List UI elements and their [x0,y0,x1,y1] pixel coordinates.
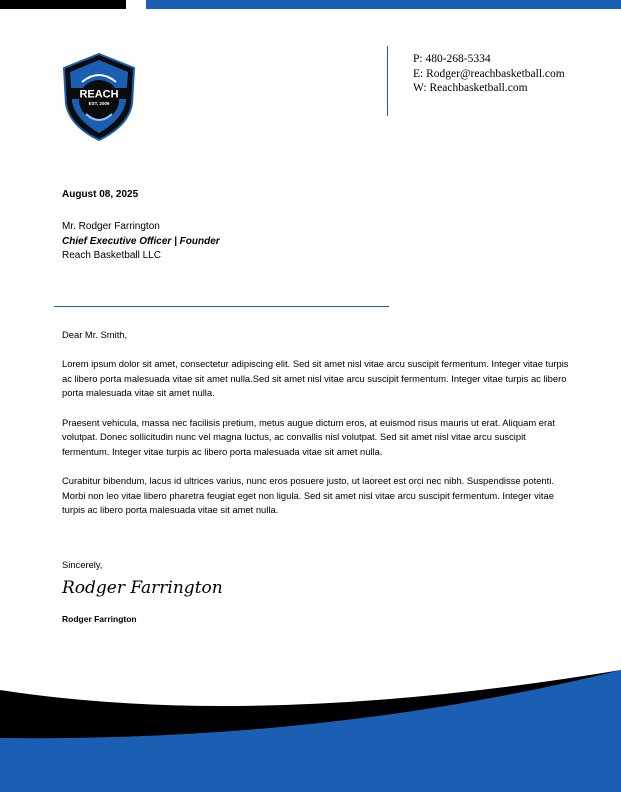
letter-date: August 08, 2025 [62,189,139,200]
logo-est-text: EST. 2009 [88,101,110,106]
header-bar-blue [146,0,621,9]
contact-phone: P: 480-268-5334 [413,53,491,65]
recipient-block [62,220,220,264]
paragraph: Lorem ipsum dolor sit amet, consectetur adipiscing elit. Sed sit amet nisl vitae arcu suscipit fermentum. Integer vitae turpis ac libero porta malesuada vitae sit amet nulla.Sed sit amet nisl vitae arcu suscipit fermentum. Integer vitae turpis ac libero porta malesuada vitae sit amet nulla. [62,358,569,399]
recipient-title: Chief Executive Officer | Founder [62,235,220,247]
contact-web: W: Reachbasketball.com [413,82,528,94]
footer-wave [0,650,621,792]
paragraph: Curabitur bibendum, lacus id ultrices varius, nunc eros posuere justo, ut laoreet est orci nec nibh. Suspendisse potenti. Morbi non leo vitae libero pharetra feugiat eget non ligula. Sed sit amet nisl vitae arcu suscipit fermentum. Integer vitae turpis ac libero porta malesuada vitae sit amet nulla. [62,474,554,516]
salutation: Dear Mr. Smith, [62,329,128,340]
contact-email: E: Rodger@reachbasketball.com [413,67,565,80]
header-bar-black [0,0,126,9]
reach-logo [60,52,138,142]
header-divider [387,46,388,116]
paragraph: Praesent vehicula, massa nec facilisis pretium, metus augue dictum eros, at euismod risus mauris ut erat. Aliquam erat volutpat. Donec sollicitudin nunc vel magna luctus, ac convallis nisl volutpat. Sed sit amet nisl vitae arcu suscipit fermentum. Integer vitae turpis ac libero porta malesuada vitae sit amet nulla. [62,416,555,457]
recipient-company: Reach Basketball LLC [62,250,161,261]
closing: Sincerely, [62,559,103,570]
section-divider [54,306,389,307]
letter-body [62,328,572,532]
signature: Rodger Farrington [62,578,223,598]
contact-block [413,52,565,96]
logo-text: REACH [79,88,119,101]
recipient-name: Mr. Rodger Farrington [62,221,160,232]
signer-name: Rodger Farrington [62,614,137,624]
